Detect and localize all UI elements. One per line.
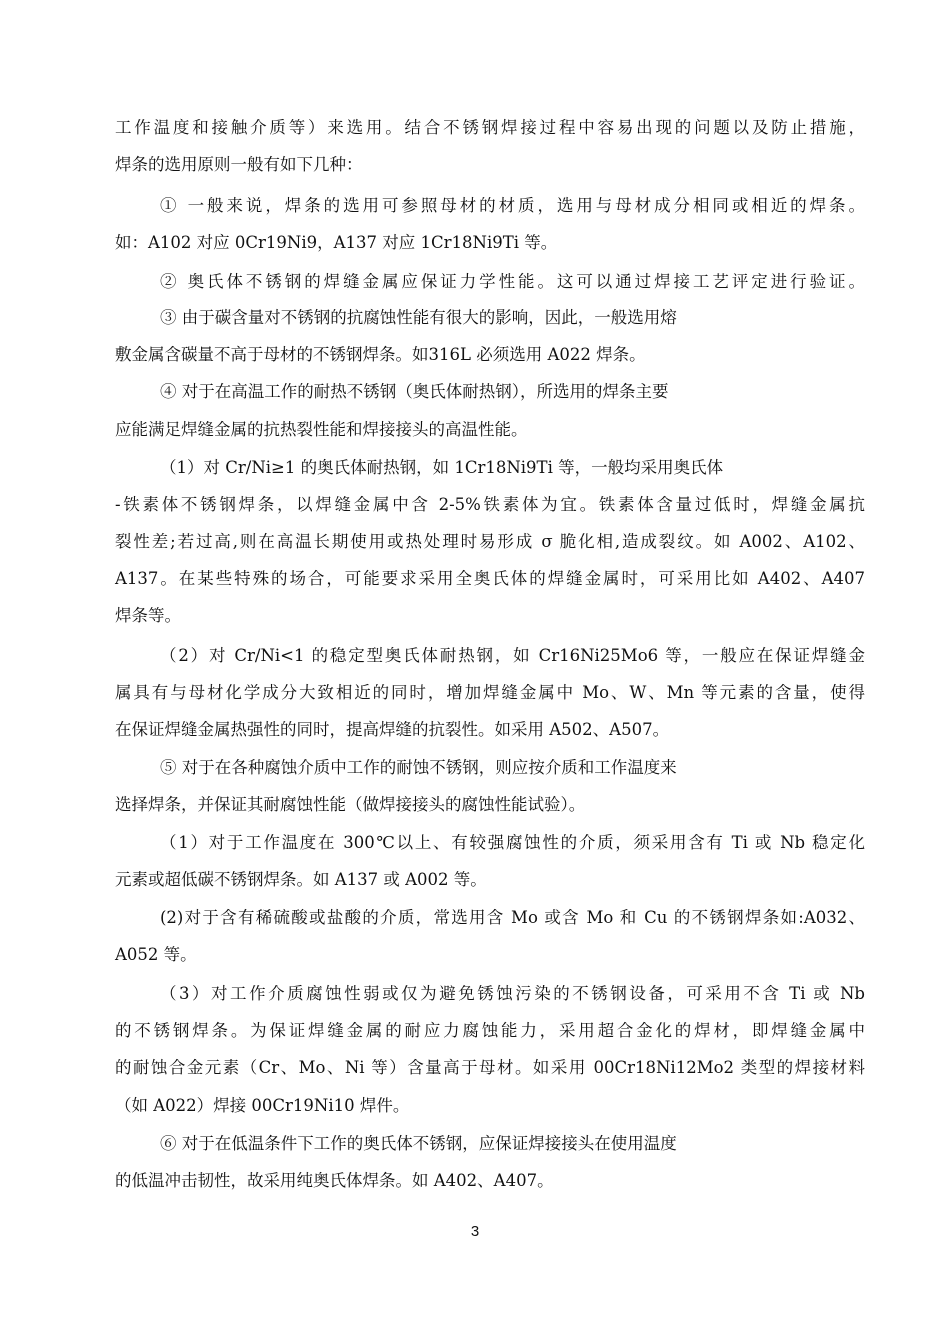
text-line: 选择焊条，并保证其耐腐蚀性能（做焊接接头的腐蚀性能试验）。	[115, 795, 586, 814]
text-line: 如：A102 对应 0Cr19Ni9，A137 对应 1Cr18Ni9Ti 等。	[115, 233, 558, 252]
text-line: （如 A022）焊接 00Cr19Ni10 焊件。	[115, 1096, 410, 1115]
text-line: ⑥ 对于在低温条件下工作的奥氏体不锈钢，应保证焊接接头在使用温度	[160, 1134, 677, 1153]
text-line: A052 等。	[115, 945, 197, 964]
text-line: 焊条的选用原则一般有如下几种：	[115, 155, 363, 174]
text-line: 工作温度和接触介质等）来选用。结合不锈钢焊接过程中容易出现的问题以及防止措施，	[115, 118, 865, 137]
text-line: ① 一般来说，焊条的选用可参照母材的材质，选用与母材成分相同或相近的焊条。	[160, 196, 865, 215]
text-line: ④ 对于在高温工作的耐热不锈钢（奥氏体耐热钢），所选用的焊条主要	[160, 382, 669, 401]
page-number: 3	[470, 1223, 480, 1240]
text-line: （1）对于工作温度在 300℃以上、有较强腐蚀性的介质，须采用含有 Ti 或 Nb 稳定化	[160, 833, 865, 852]
text-line: (2)对于含有稀硫酸或盐酸的介质，常选用含 Mo 或含 Mo 和 Cu 的不锈钢焊条如:A032、	[160, 908, 865, 927]
text-line: 在保证焊缝金属热强性的同时，提高焊缝的抗裂性。如采用 A502、A507。	[115, 720, 670, 739]
text-line: 敷金属含碳量不高于母材的不锈钢焊条。如316L 必须选用 A022 焊条。	[115, 345, 646, 364]
text-line: 裂性差;若过高,则在高温长期使用或热处理时易形成 σ 脆化相,造成裂纹。如 A002、A102、	[115, 532, 865, 551]
text-line: ③ 由于碳含量对不锈钢的抗腐蚀性能有很大的影响，因此，一般选用熔	[160, 308, 677, 327]
text-line: 焊条等。	[115, 606, 181, 625]
text-line: ② 奥氏体不锈钢的焊缝金属应保证力学性能。这可以通过焊接工艺评定进行验证。	[160, 272, 865, 291]
text-line: ⑤ 对于在各种腐蚀介质中工作的耐蚀不锈钢，则应按介质和工作温度来	[160, 758, 677, 777]
text-line: （3）对工作介质腐蚀性弱或仅为避免锈蚀污染的不锈钢设备，可采用不含 Ti 或 Nb	[160, 984, 865, 1003]
text-line: 属具有与母材化学成分大致相近的同时，增加焊缝金属中 Mo、W、Mn 等元素的含量，使得	[115, 683, 865, 702]
text-line: 的低温冲击韧性，故采用纯奥氏体焊条。如 A402、A407。	[115, 1171, 554, 1190]
text-line: -铁素体不锈钢焊条，以焊缝金属中含 2-5%铁素体为宜。铁素体含量过低时，焊缝金属抗	[115, 495, 865, 514]
text-line: （1）对 Cr/Ni≥1 的奥氏体耐热钢，如 1Cr18Ni9Ti 等，一般均采用奥氏体	[160, 458, 724, 477]
text-line: 应能满足焊缝金属的抗热裂性能和焊接接头的高温性能。	[115, 420, 528, 439]
text-line: A137。在某些特殊的场合，可能要求采用全奥氏体的焊缝金属时，可采用比如 A402、A407	[115, 569, 865, 588]
text-line: （2）对 Cr/Ni<1 的稳定型奥氏体耐热钢，如 Cr16Ni25Mo6 等，一般应在保证焊缝金	[160, 646, 865, 665]
text-line: 的不锈钢焊条。为保证焊缝金属的耐应力腐蚀能力，采用超合金化的焊材，即焊缝金属中	[115, 1021, 865, 1040]
text-line: 元素或超低碳不锈钢焊条。如 A137 或 A002 等。	[115, 870, 487, 889]
text-line: 的耐蚀合金元素（Cr、Mo、Ni 等）含量高于母材。如采用 00Cr18Ni12Mo2 类型的焊接材料	[115, 1058, 865, 1077]
